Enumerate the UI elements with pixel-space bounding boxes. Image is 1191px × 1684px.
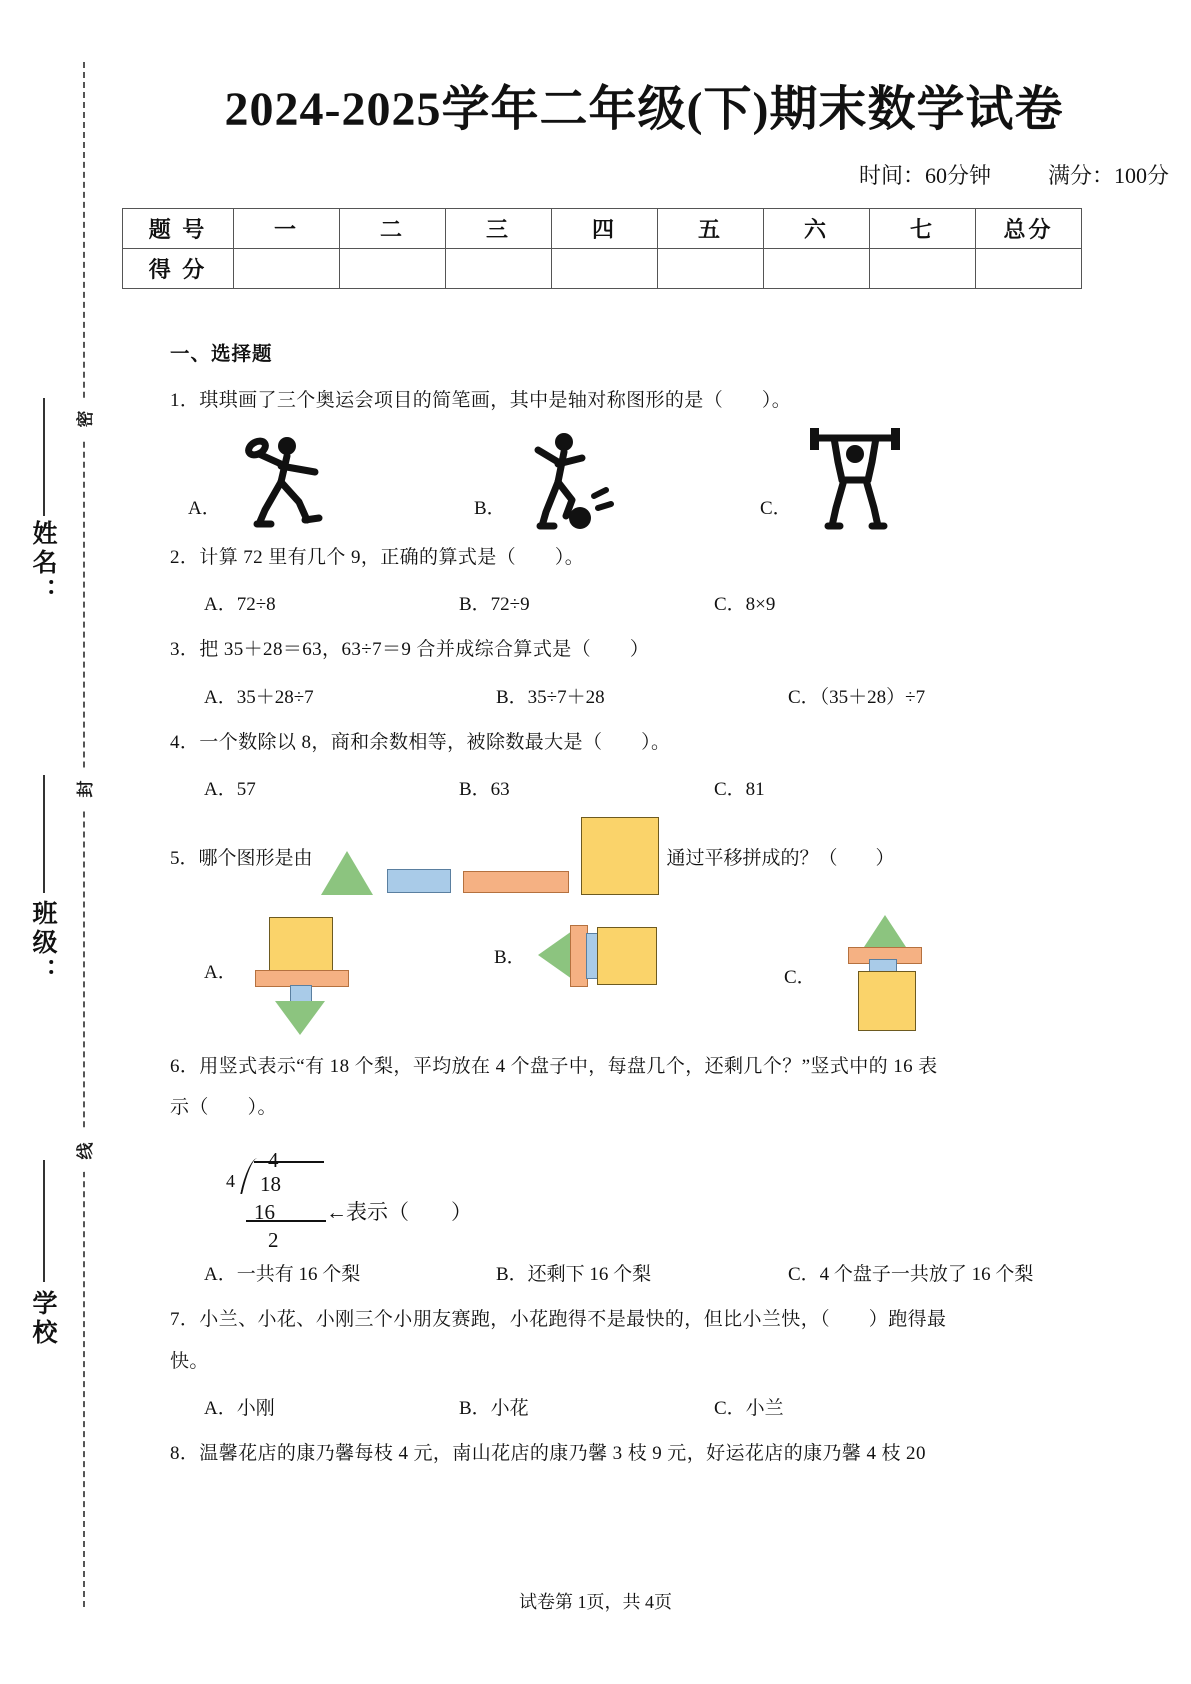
col-7: 七 xyxy=(870,209,976,249)
col-2: 二 xyxy=(340,209,446,249)
full-score-label: 满分：100分 xyxy=(1047,163,1169,188)
seal-dashed-line xyxy=(83,62,85,1607)
question-2-options xyxy=(204,587,1130,622)
page-title: 2024-2025学年二年级(下)期末数学试卷 xyxy=(224,83,1064,136)
option-label-a: A． xyxy=(204,962,237,984)
question-2-option-c[interactable]: C．8×9 xyxy=(714,594,776,616)
division-annotation xyxy=(326,1193,472,1232)
question-3-option-c[interactable]: C．（35＋28）÷7 xyxy=(788,686,926,708)
yellow-square-shape xyxy=(581,817,659,895)
option-label-b: B． xyxy=(474,498,506,520)
class-field-label: 班级： xyxy=(29,900,56,987)
blue-bar-shape xyxy=(387,869,451,893)
seal-line-column xyxy=(0,0,112,1684)
question-6-stem: 6．用竖式表示“有 18 个梨，平均放在 4 个盘子中，每盘几个，还剩几个？”竖式中的 16 表 xyxy=(170,1056,938,1078)
badminton-player-icon xyxy=(229,424,339,534)
col-4: 四 xyxy=(552,209,658,249)
question-4-stem: 4．一个数除以 8，商和余数相等，被除数最大是（ ）。 xyxy=(170,731,671,753)
row-header-question-number: 题 号 xyxy=(123,209,234,249)
seal-char-xian: 线 xyxy=(62,1130,104,1172)
weightlifter-icon xyxy=(800,424,910,534)
col-total: 总分 xyxy=(976,209,1082,249)
question-2-stem: 2．计算 72 里有几个 9，正确的算式是（ ）。 xyxy=(170,547,585,569)
table-row-scores xyxy=(123,249,1082,289)
soccer-player-icon xyxy=(514,424,624,534)
score-cell-1[interactable] xyxy=(234,249,340,289)
score-cell-2[interactable] xyxy=(340,249,446,289)
question-7-option-c[interactable]: C．小兰 xyxy=(714,1397,784,1419)
long-division-diagram xyxy=(208,1141,628,1253)
division-divisor: 4 xyxy=(226,1171,235,1192)
question-6-option-c[interactable]: C．4 个盘子一共放了 16 个梨 xyxy=(788,1264,1034,1286)
option-label-c: C． xyxy=(784,967,816,989)
question-6-options xyxy=(204,1257,1130,1292)
option-label-c: C． xyxy=(760,498,792,520)
question-5-source-shapes xyxy=(321,823,659,895)
question-2-option-a[interactable]: A．72÷8 xyxy=(204,594,276,616)
question-3-stem: 3．把 35＋28＝63，63÷7＝9 合并成综合算式是（ ） xyxy=(170,639,650,661)
question-2-option-b[interactable]: B．72÷9 xyxy=(459,594,530,616)
question-6-stem-line2: 示（ ）。 xyxy=(170,1097,277,1119)
question-5-stem-before: 5．哪个图形是由 xyxy=(170,848,313,870)
score-table xyxy=(122,208,1082,289)
division-dividend: 18 xyxy=(260,1172,281,1197)
question-4-option-c[interactable]: C．81 xyxy=(714,778,765,800)
table-row-question-numbers xyxy=(123,209,1082,249)
school-field-label: 学校 xyxy=(29,1290,56,1348)
exam-meta xyxy=(112,159,1191,190)
question-7-option-b[interactable]: B．小花 xyxy=(459,1397,529,1419)
score-cell-3[interactable] xyxy=(446,249,552,289)
composite-figure-c xyxy=(826,913,946,1043)
name-field-label: 姓名： xyxy=(29,520,56,607)
name-write-line xyxy=(43,398,45,516)
score-cell-7[interactable] xyxy=(870,249,976,289)
question-1-option-b[interactable] xyxy=(474,424,760,534)
composite-figure-b xyxy=(536,913,666,1003)
question-8-stem: 8．温馨花店的康乃馨每枝 4 元，南山花店的康乃馨 3 枝 9 元，好运花店的康乃馨 4 枝 20 xyxy=(170,1442,926,1464)
question-6-option-a[interactable]: A．一共有 16 个梨 xyxy=(204,1264,361,1286)
question-3-options xyxy=(204,680,1130,715)
division-subtrahend: 16 xyxy=(254,1200,275,1225)
question-6-option-b[interactable]: B．还剩下 16 个梨 xyxy=(496,1264,652,1286)
row-header-score: 得 分 xyxy=(123,249,234,289)
class-write-line xyxy=(43,775,45,893)
question-1-option-a[interactable] xyxy=(188,424,474,534)
time-label: 时间：60分钟 xyxy=(858,163,991,188)
score-cell-4[interactable] xyxy=(552,249,658,289)
division-annotation-text: 表示（ ） xyxy=(346,1200,472,1225)
question-7-stem-line2: 快。 xyxy=(170,1350,209,1372)
question-5-option-a[interactable] xyxy=(204,913,494,1033)
question-1-pictograms xyxy=(188,424,1130,534)
question-1-option-c[interactable] xyxy=(760,424,1046,534)
question-5-stem xyxy=(170,823,1130,895)
seal-char-feng: 封 xyxy=(62,768,104,810)
col-1: 一 xyxy=(234,209,340,249)
division-sub-bar xyxy=(246,1220,326,1222)
green-triangle-shape xyxy=(321,851,373,895)
question-7-stem: 7．小兰、小花、小刚三个小朋友赛跑，小花跑得不是最快的，但比小兰快，（ ）跑得最 xyxy=(170,1309,947,1331)
col-6: 六 xyxy=(764,209,870,249)
page-footer: 试卷第 1页，共 4页 xyxy=(519,1592,672,1612)
question-5-stem-after: 通过平移拼成的？（ ） xyxy=(666,848,895,870)
score-cell-6[interactable] xyxy=(764,249,870,289)
division-top-bar xyxy=(254,1161,324,1163)
division-remainder: 2 xyxy=(268,1228,279,1253)
school-write-line xyxy=(43,1160,45,1282)
question-4-option-a[interactable]: A．57 xyxy=(204,778,256,800)
question-4-options xyxy=(204,772,1130,807)
paper-content xyxy=(112,0,1191,1471)
question-5-option-b[interactable] xyxy=(494,913,784,1003)
question-5-options xyxy=(204,913,1130,1043)
score-cell-total[interactable] xyxy=(976,249,1082,289)
question-4-option-b[interactable]: B．63 xyxy=(459,778,510,800)
left-arrow-icon: ← xyxy=(326,1200,344,1225)
question-5-option-c[interactable] xyxy=(784,913,1074,1043)
section-title-choice: 一、选择题 xyxy=(170,344,273,365)
option-label-b: B． xyxy=(494,947,526,969)
score-table-wrapper xyxy=(122,208,1082,289)
question-7-options xyxy=(204,1391,1130,1426)
seal-char-mi: 密 xyxy=(62,398,104,440)
question-3-option-a[interactable]: A．35＋28÷7 xyxy=(204,686,314,708)
composite-figure-a xyxy=(247,913,367,1033)
questions-body xyxy=(170,337,1130,1471)
orange-bar-shape xyxy=(463,871,569,893)
col-5: 五 xyxy=(658,209,764,249)
question-7-option-a[interactable]: A．小刚 xyxy=(204,1397,275,1419)
division-quotient: 4 xyxy=(268,1148,279,1173)
question-1-stem: 1．琪琪画了三个奥运会项目的简笔画，其中是轴对称图形的是（ ）。 xyxy=(170,390,792,412)
score-cell-5[interactable] xyxy=(658,249,764,289)
option-label-a: A． xyxy=(188,498,221,520)
question-3-option-b[interactable]: B．35÷7＋28 xyxy=(496,686,605,708)
col-3: 三 xyxy=(446,209,552,249)
